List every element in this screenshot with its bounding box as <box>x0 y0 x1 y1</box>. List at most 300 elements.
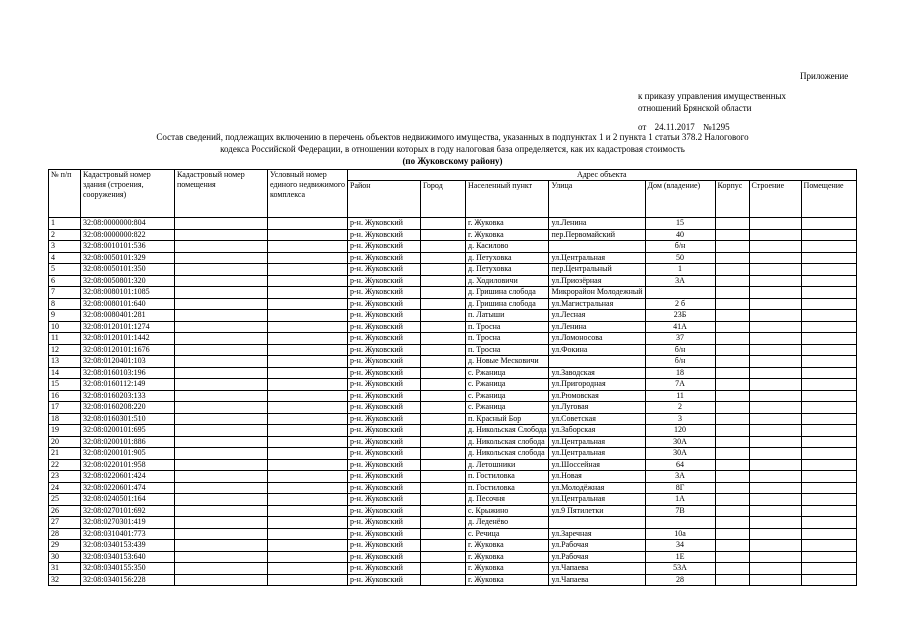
cell-house: 8Г <box>645 482 715 494</box>
cell-district: р-н. Жуковский <box>348 413 421 425</box>
cell-district: р-н. Жуковский <box>348 540 421 552</box>
cell-room-cadastral <box>175 528 268 540</box>
table-row <box>49 390 857 402</box>
cell-house: 50 <box>645 252 715 264</box>
cell-structure <box>749 252 801 264</box>
table-row <box>49 551 857 563</box>
header-settlement: Населенный пункт <box>466 181 549 218</box>
cell-structure <box>749 505 801 517</box>
cell-house: 30А <box>645 448 715 460</box>
table-row <box>49 459 857 471</box>
cell-room-cadastral <box>175 390 268 402</box>
cell-premises <box>801 528 856 540</box>
cell-settlement: с. Крыжино <box>466 505 549 517</box>
cell-city <box>421 574 466 586</box>
cell-structure <box>749 287 801 299</box>
cell-row-num: 6 <box>49 275 81 287</box>
cell-premises <box>801 505 856 517</box>
cell-room-cadastral <box>175 574 268 586</box>
cell-room-cadastral <box>175 298 268 310</box>
cell-building <box>715 505 749 517</box>
cell-house: 3 <box>645 413 715 425</box>
cell-room-cadastral <box>175 471 268 483</box>
cell-house: б/н <box>645 356 715 368</box>
cell-street: ул.Ленина <box>549 218 645 230</box>
cell-street: ул.Центральная <box>549 494 645 506</box>
cell-room-cadastral <box>175 459 268 471</box>
table-row <box>49 356 857 368</box>
cell-settlement: п. Гостиловка <box>466 482 549 494</box>
cell-district: р-н. Жуковский <box>348 218 421 230</box>
cell-settlement: п. Тросна <box>466 321 549 333</box>
table-row <box>49 367 857 379</box>
property-table <box>48 169 857 586</box>
cell-row-num: 11 <box>49 333 81 345</box>
cell-premises <box>801 379 856 391</box>
cell-district: р-н. Жуковский <box>348 459 421 471</box>
cell-building <box>715 298 749 310</box>
cell-street: Микрорайон Молодежный <box>549 287 645 299</box>
cell-house: 53А <box>645 563 715 575</box>
cell-premises <box>801 275 856 287</box>
cell-building <box>715 321 749 333</box>
table-row <box>49 310 857 322</box>
cell-city <box>421 379 466 391</box>
cell-building <box>715 574 749 586</box>
table-row <box>49 241 857 253</box>
cell-settlement: д. Гришина слобода <box>466 287 549 299</box>
cell-building-cadastral: 32:08:0200101:886 <box>81 436 175 448</box>
header-address: Адрес объекта <box>348 170 857 181</box>
table-row <box>49 321 857 333</box>
cell-row-num: 29 <box>49 540 81 552</box>
table-row <box>49 333 857 345</box>
cell-row-num: 27 <box>49 517 81 529</box>
cell-building-cadastral: 32:08:0120101:1442 <box>81 333 175 345</box>
cell-house: 18 <box>645 367 715 379</box>
cell-city <box>421 390 466 402</box>
cell-complex-number <box>268 436 348 448</box>
cell-house <box>645 287 715 299</box>
cell-street: ул.Шоссейная <box>549 459 645 471</box>
cell-district: р-н. Жуковский <box>348 494 421 506</box>
cell-complex-number <box>268 563 348 575</box>
cell-premises <box>801 563 856 575</box>
table-row <box>49 413 857 425</box>
cell-building-cadastral: 32:08:0160203:133 <box>81 390 175 402</box>
cell-settlement: п. Красный Бор <box>466 413 549 425</box>
cell-house: 34 <box>645 540 715 552</box>
cell-premises <box>801 218 856 230</box>
table-row <box>49 218 857 230</box>
cell-city <box>421 287 466 299</box>
cell-building <box>715 494 749 506</box>
order-number: №1295 <box>703 122 730 132</box>
date-prefix: от <box>638 122 647 132</box>
cell-city <box>421 241 466 253</box>
cell-district: р-н. Жуковский <box>348 275 421 287</box>
cell-room-cadastral <box>175 252 268 264</box>
cell-building-cadastral: 32:08:0270301:419 <box>81 517 175 529</box>
cell-row-num: 15 <box>49 379 81 391</box>
cell-settlement: д. Летошники <box>466 459 549 471</box>
cell-district: р-н. Жуковский <box>348 436 421 448</box>
cell-structure <box>749 310 801 322</box>
cell-building <box>715 390 749 402</box>
cell-room-cadastral <box>175 356 268 368</box>
cell-complex-number <box>268 459 348 471</box>
cell-premises <box>801 402 856 414</box>
cell-house: 37 <box>645 333 715 345</box>
cell-structure <box>749 379 801 391</box>
cell-structure <box>749 218 801 230</box>
cell-house: 2 <box>645 402 715 414</box>
cell-district: р-н. Жуковский <box>348 241 421 253</box>
cell-street: ул.Центральная <box>549 436 645 448</box>
cell-premises <box>801 425 856 437</box>
cell-city <box>421 436 466 448</box>
cell-building-cadastral: 32:08:0200101:905 <box>81 448 175 460</box>
cell-structure <box>749 494 801 506</box>
cell-house: б/н <box>645 241 715 253</box>
cell-row-num: 1 <box>49 218 81 230</box>
cell-building <box>715 482 749 494</box>
cell-house: 1 <box>645 264 715 276</box>
cell-district: р-н. Жуковский <box>348 229 421 241</box>
cell-settlement: п. Гостиловка <box>466 471 549 483</box>
cell-settlement: с. Ржаница <box>466 402 549 414</box>
table-row <box>49 379 857 391</box>
cell-structure <box>749 574 801 586</box>
cell-building-cadastral: 32:08:0080101:640 <box>81 298 175 310</box>
cell-room-cadastral <box>175 229 268 241</box>
cell-city <box>421 333 466 345</box>
cell-building-cadastral: 32:08:0200101:695 <box>81 425 175 437</box>
cell-street: ул.Молодёжная <box>549 482 645 494</box>
cell-room-cadastral <box>175 413 268 425</box>
cell-complex-number <box>268 402 348 414</box>
cell-building-cadastral: 32:08:0160301:510 <box>81 413 175 425</box>
cell-room-cadastral <box>175 287 268 299</box>
cell-district: р-н. Жуковский <box>348 390 421 402</box>
cell-building-cadastral: 32:08:0340153:640 <box>81 551 175 563</box>
cell-building <box>715 275 749 287</box>
cell-premises <box>801 494 856 506</box>
cell-city <box>421 517 466 529</box>
cell-complex-number <box>268 333 348 345</box>
cell-room-cadastral <box>175 321 268 333</box>
cell-row-num: 31 <box>49 563 81 575</box>
cell-complex-number <box>268 517 348 529</box>
cell-premises <box>801 551 856 563</box>
cell-settlement: г. Жуковка <box>466 574 549 586</box>
cell-house: 1Е <box>645 551 715 563</box>
cell-premises <box>801 321 856 333</box>
table-body <box>49 218 857 586</box>
cell-district: р-н. Жуковский <box>348 333 421 345</box>
cell-building <box>715 448 749 460</box>
cell-row-num: 28 <box>49 528 81 540</box>
cell-structure <box>749 425 801 437</box>
cell-room-cadastral <box>175 540 268 552</box>
cell-row-num: 17 <box>49 402 81 414</box>
cell-premises <box>801 436 856 448</box>
cell-street: ул.Заводская <box>549 367 645 379</box>
header-district: Район <box>348 181 421 218</box>
cell-complex-number <box>268 425 348 437</box>
cell-row-num: 16 <box>49 390 81 402</box>
cell-complex-number <box>268 528 348 540</box>
cell-room-cadastral <box>175 310 268 322</box>
cell-complex-number <box>268 551 348 563</box>
cell-building-cadastral: 32:08:0080101:1085 <box>81 287 175 299</box>
cell-street: ул.Фокина <box>549 344 645 356</box>
cell-room-cadastral <box>175 425 268 437</box>
table-row <box>49 471 857 483</box>
cell-house: 11 <box>645 390 715 402</box>
cell-house: 23Б <box>645 310 715 322</box>
cell-row-num: 23 <box>49 471 81 483</box>
cell-structure <box>749 241 801 253</box>
cell-district: р-н. Жуковский <box>348 321 421 333</box>
cell-district: р-н. Жуковский <box>348 367 421 379</box>
cell-house: 15 <box>645 218 715 230</box>
cell-district: р-н. Жуковский <box>348 264 421 276</box>
cell-settlement: д. Никольская Слобода <box>466 425 549 437</box>
table-row <box>49 482 857 494</box>
cell-street: ул.Пригородная <box>549 379 645 391</box>
cell-street: ул.Заречная <box>549 528 645 540</box>
cell-premises <box>801 241 856 253</box>
cell-premises <box>801 344 856 356</box>
cell-premises <box>801 264 856 276</box>
cell-complex-number <box>268 471 348 483</box>
cell-city <box>421 298 466 310</box>
cell-settlement: с. Ржаница <box>466 390 549 402</box>
cell-complex-number <box>268 218 348 230</box>
cell-structure <box>749 517 801 529</box>
header-num: № п/п <box>49 170 81 218</box>
cell-row-num: 21 <box>49 448 81 460</box>
title-district: (по Жуковскому району) <box>402 156 503 166</box>
cell-building <box>715 218 749 230</box>
cell-building-cadastral: 32:08:0050101:350 <box>81 264 175 276</box>
cell-room-cadastral <box>175 333 268 345</box>
cell-premises <box>801 540 856 552</box>
cell-premises <box>801 471 856 483</box>
cell-settlement: д. Никольская слобода <box>466 436 549 448</box>
cell-district: р-н. Жуковский <box>348 402 421 414</box>
table-row <box>49 264 857 276</box>
table-row <box>49 298 857 310</box>
cell-room-cadastral <box>175 379 268 391</box>
cell-city <box>421 505 466 517</box>
cell-room-cadastral <box>175 218 268 230</box>
cell-street <box>549 241 645 253</box>
cell-street: ул.Ленина <box>549 321 645 333</box>
table-row <box>49 229 857 241</box>
cell-building <box>715 252 749 264</box>
cell-building-cadastral: 32:08:0340155:350 <box>81 563 175 575</box>
header-room-cadastral: Кадастровый номер помещения <box>175 170 268 218</box>
cell-building <box>715 471 749 483</box>
cell-city <box>421 275 466 287</box>
cell-city <box>421 402 466 414</box>
cell-building-cadastral: 32:08:0000000:804 <box>81 218 175 230</box>
cell-room-cadastral <box>175 505 268 517</box>
cell-house <box>645 517 715 529</box>
cell-premises <box>801 517 856 529</box>
cell-structure <box>749 471 801 483</box>
cell-complex-number <box>268 241 348 253</box>
cell-building-cadastral: 32:08:0120101:1676 <box>81 344 175 356</box>
cell-building <box>715 287 749 299</box>
cell-room-cadastral <box>175 448 268 460</box>
cell-structure <box>749 229 801 241</box>
cell-complex-number <box>268 379 348 391</box>
cell-city <box>421 563 466 575</box>
cell-complex-number <box>268 482 348 494</box>
cell-building-cadastral: 32:08:0160208:220 <box>81 402 175 414</box>
cell-complex-number <box>268 540 348 552</box>
cell-building-cadastral: 32:08:0050101:329 <box>81 252 175 264</box>
cell-room-cadastral <box>175 241 268 253</box>
cell-complex-number <box>268 356 348 368</box>
cell-premises <box>801 310 856 322</box>
cell-district: р-н. Жуковский <box>348 356 421 368</box>
cell-district: р-н. Жуковский <box>348 448 421 460</box>
cell-building <box>715 333 749 345</box>
cell-row-num: 10 <box>49 321 81 333</box>
table-row <box>49 252 857 264</box>
cell-structure <box>749 528 801 540</box>
cell-room-cadastral <box>175 264 268 276</box>
cell-house: 7А <box>645 379 715 391</box>
cell-premises <box>801 252 856 264</box>
cell-settlement: д. Никольская слобода <box>466 448 549 460</box>
cell-city <box>421 448 466 460</box>
cell-street: ул.Советская <box>549 413 645 425</box>
cell-row-num: 30 <box>49 551 81 563</box>
cell-structure <box>749 344 801 356</box>
cell-district: р-н. Жуковский <box>348 505 421 517</box>
cell-city <box>421 310 466 322</box>
cell-building-cadastral: 32:08:0220601:424 <box>81 471 175 483</box>
cell-building <box>715 528 749 540</box>
cell-structure <box>749 321 801 333</box>
cell-structure <box>749 540 801 552</box>
header-house: Дом (владение) <box>645 181 715 218</box>
cell-complex-number <box>268 310 348 322</box>
cell-room-cadastral <box>175 367 268 379</box>
cell-premises <box>801 287 856 299</box>
cell-city <box>421 540 466 552</box>
cell-row-num: 32 <box>49 574 81 586</box>
cell-city <box>421 344 466 356</box>
table-row <box>49 287 857 299</box>
cell-settlement: г. Жуковка <box>466 540 549 552</box>
cell-settlement: д. Петуховка <box>466 264 549 276</box>
cell-street <box>549 517 645 529</box>
cell-settlement: д. Петуховка <box>466 252 549 264</box>
cell-row-num: 3 <box>49 241 81 253</box>
cell-district: р-н. Жуковский <box>348 252 421 264</box>
cell-house: 7В <box>645 505 715 517</box>
cell-building <box>715 540 749 552</box>
cell-district: р-н. Жуковский <box>348 344 421 356</box>
table-row <box>49 344 857 356</box>
cell-building <box>715 563 749 575</box>
cell-settlement: п. Латыши <box>466 310 549 322</box>
cell-structure <box>749 356 801 368</box>
cell-street: пер.Первомайский <box>549 229 645 241</box>
cell-room-cadastral <box>175 436 268 448</box>
cell-building-cadastral: 32:08:0120401:103 <box>81 356 175 368</box>
cell-district: р-н. Жуковский <box>348 482 421 494</box>
cell-building-cadastral: 32:08:0340153:439 <box>81 540 175 552</box>
cell-street: ул.Приозёрная <box>549 275 645 287</box>
cell-building-cadastral: 32:08:0080401:281 <box>81 310 175 322</box>
cell-structure <box>749 482 801 494</box>
cell-premises <box>801 448 856 460</box>
cell-city <box>421 471 466 483</box>
cell-structure <box>749 402 801 414</box>
cell-premises <box>801 333 856 345</box>
cell-room-cadastral <box>175 402 268 414</box>
cell-building <box>715 402 749 414</box>
table-row <box>49 275 857 287</box>
table-row <box>49 505 857 517</box>
cell-room-cadastral <box>175 275 268 287</box>
cell-building <box>715 356 749 368</box>
cell-complex-number <box>268 264 348 276</box>
cell-row-num: 12 <box>49 344 81 356</box>
cell-premises <box>801 356 856 368</box>
cell-city <box>421 321 466 333</box>
cell-room-cadastral <box>175 563 268 575</box>
cell-structure <box>749 448 801 460</box>
cell-row-num: 20 <box>49 436 81 448</box>
cell-district: р-н. Жуковский <box>348 298 421 310</box>
cell-structure <box>749 333 801 345</box>
header-street: Улица <box>549 181 645 218</box>
cell-settlement: п. Тросна <box>466 344 549 356</box>
cell-building <box>715 241 749 253</box>
cell-row-num: 5 <box>49 264 81 276</box>
cell-city <box>421 528 466 540</box>
cell-complex-number <box>268 344 348 356</box>
cell-street: ул.Заборская <box>549 425 645 437</box>
cell-complex-number <box>268 448 348 460</box>
cell-city <box>421 218 466 230</box>
cell-complex-number <box>268 367 348 379</box>
cell-room-cadastral <box>175 551 268 563</box>
cell-street: ул.Новая <box>549 471 645 483</box>
cell-building <box>715 344 749 356</box>
cell-building <box>715 436 749 448</box>
cell-premises <box>801 574 856 586</box>
cell-house: 3А <box>645 471 715 483</box>
order-line-1: к приказу управления имущественных <box>638 91 787 101</box>
cell-row-num: 2 <box>49 229 81 241</box>
cell-structure <box>749 459 801 471</box>
header-structure: Строение <box>749 181 801 218</box>
cell-settlement: д. Леденёво <box>466 517 549 529</box>
cell-house: 2 б <box>645 298 715 310</box>
cell-street: ул.Лесная <box>549 310 645 322</box>
cell-row-num: 13 <box>49 356 81 368</box>
table-row <box>49 540 857 552</box>
